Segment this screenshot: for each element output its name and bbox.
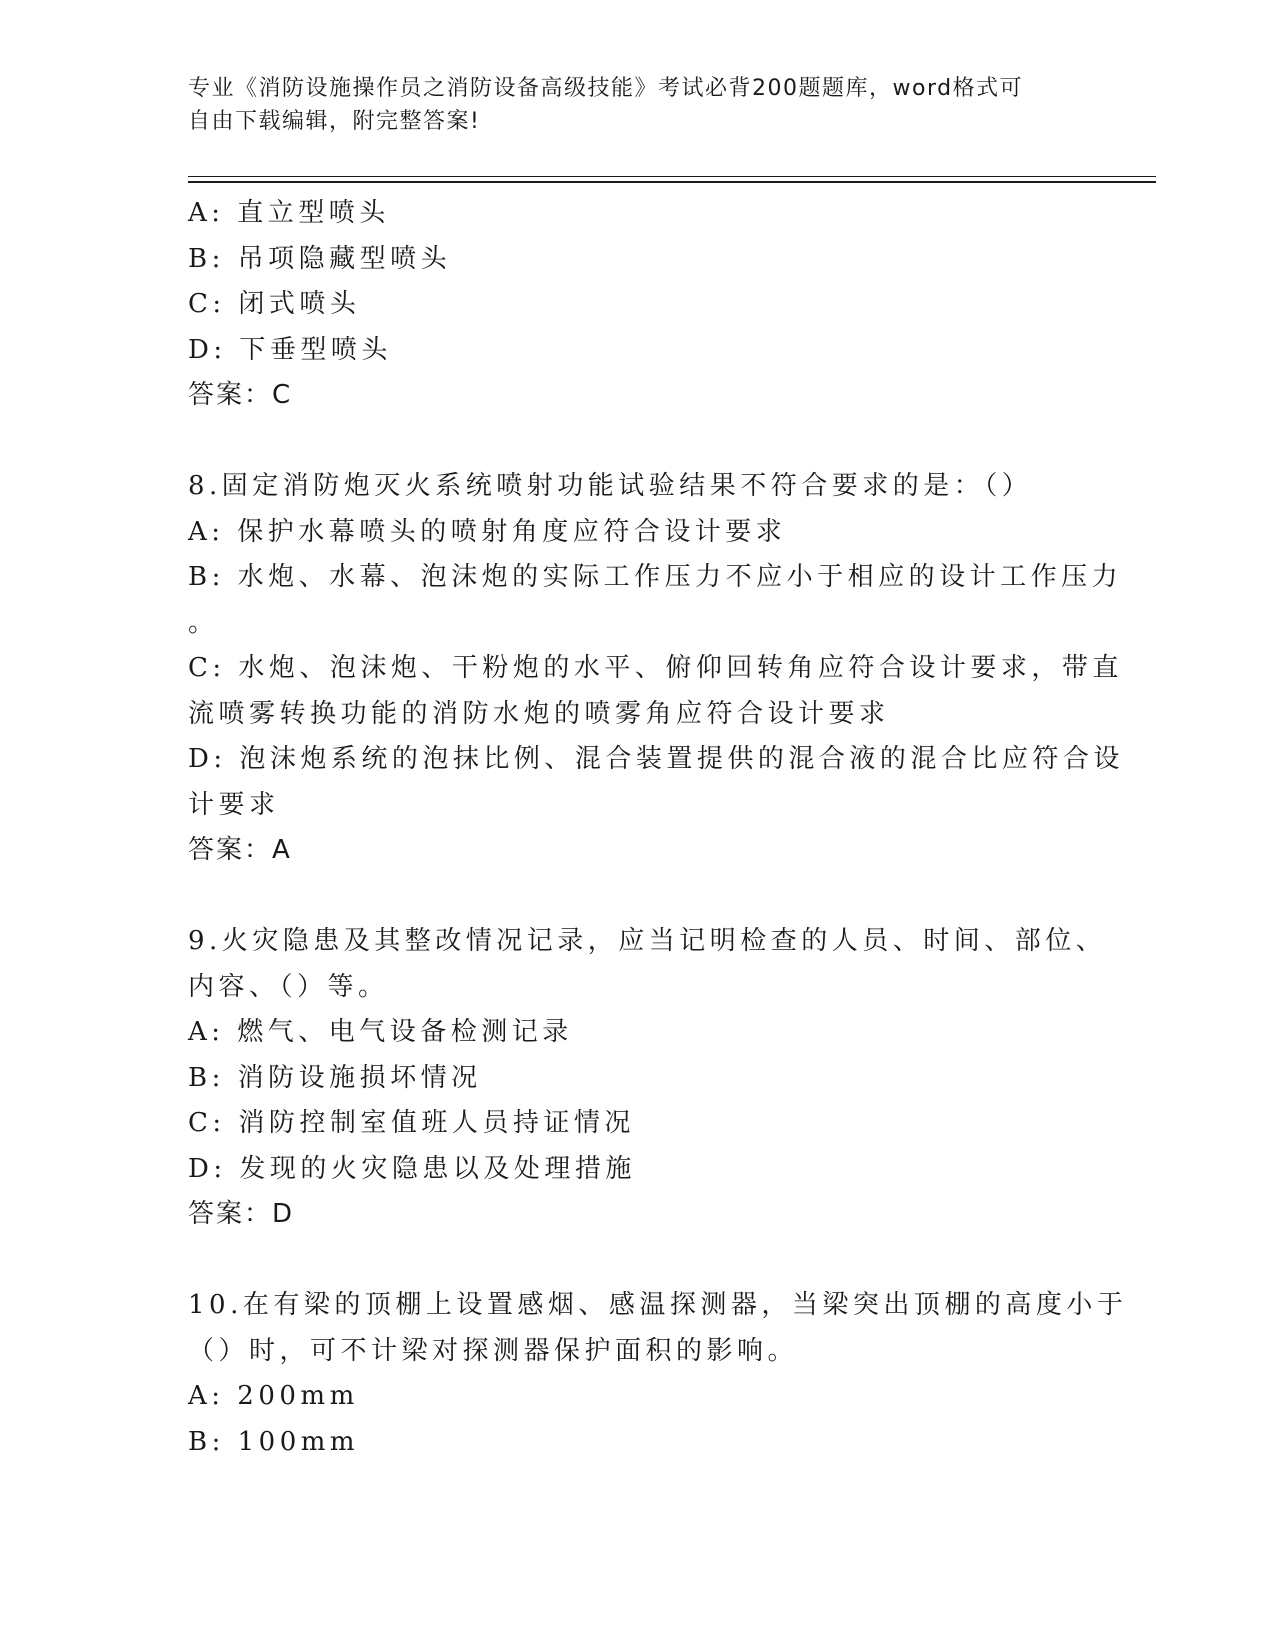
option-line: A: 200mm <box>188 1381 359 1411</box>
option-line: 计要求 <box>188 789 280 820</box>
document-header <box>188 72 1088 138</box>
option-line: C: 水炮、泡沫炮、干粉炮的水平、俯仰回转角应符合设计要求，带直 <box>188 653 1123 683</box>
question-line: 8.固定消防炮灭火系统喷射功能试验结果不符合要求的是：（） <box>188 471 1033 501</box>
option-line: C: 闭式喷头 <box>188 289 361 319</box>
option-line: B: 吊项隐藏型喷头 <box>188 243 452 274</box>
option-line: 。 <box>188 607 219 638</box>
header-line-1: 专业《消防设施操作员之消防设备高级技能》考试必背200题题库，word格式可 <box>188 76 1024 101</box>
question-content <box>188 191 1128 1465</box>
option-line: B: 100mm <box>188 1426 360 1457</box>
option-line: B: 水炮、水幕、泡沫炮的实际工作压力不应小于相应的设计工作压力 <box>188 562 1123 592</box>
spacer <box>188 1238 1088 1284</box>
header-line-2: 自由下载编辑，附完整答案! <box>188 109 481 134</box>
question-line: （）时，可不计梁对探测器保护面积的影响。 <box>188 1335 799 1366</box>
question-line: 10.在有梁的顶棚上设置感烟、感温探测器，当梁突出顶棚的高度小于 <box>188 1290 1128 1320</box>
option-line: B: 消防设施损坏情况 <box>188 1062 482 1093</box>
spacer <box>188 874 1088 920</box>
answer-line: 答案：A <box>188 835 292 865</box>
option-line: D: 发现的火灾隐患以及处理措施 <box>188 1153 636 1184</box>
spacer <box>188 419 1088 465</box>
answer-line: 答案：C <box>188 380 293 410</box>
option-line: D: 泡沫炮系统的泡抹比例、混合装置提供的混合液的混合比应符合设 <box>188 744 1124 774</box>
option-line: C: 消防控制室值班人员持证情况 <box>188 1108 635 1138</box>
header-divider-thick <box>188 181 1156 183</box>
answer-line: 答案：D <box>188 1199 295 1229</box>
option-line: D: 下垂型喷头 <box>188 334 392 365</box>
option-line: 流喷雾转换功能的消防水炮的喷雾角应符合设计要求 <box>188 698 890 729</box>
header-divider-thin <box>188 176 1156 177</box>
question-line: 内容、（）等。 <box>188 971 389 1002</box>
option-line: A: 直立型喷头 <box>188 198 390 228</box>
option-line: A: 燃气、电气设备检测记录 <box>188 1017 573 1047</box>
question-line: 9.火灾隐患及其整改情况记录，应当记明检查的人员、时间、部位、 <box>188 926 1107 956</box>
option-line: A: 保护水幕喷头的喷射角度应符合设计要求 <box>188 516 787 547</box>
